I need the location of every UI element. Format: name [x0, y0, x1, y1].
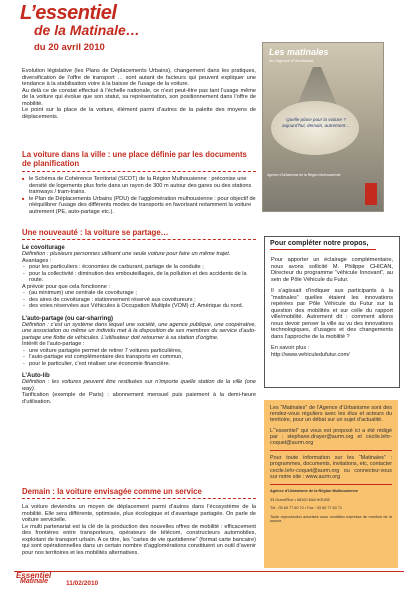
info-separator: [270, 484, 392, 485]
info-box: [264, 400, 398, 568]
section-future: [22, 487, 256, 556]
future-paragraph-2: Le multi partenariat est la clé de la production des nouvelles offres de mobilité : efficacement des frontières entre transporteurs, opérateurs de télécom, constructeurs automobiles, exploitant de transport urbain. A ce titre, les “cartes de vie quotidienne” (format carte bancaire) qui sont opérationnelles dans un certain nombre d’agglomérations constituent un outil d’avenir pour nos territoires et les mobilités alternatives.: [22, 523, 256, 556]
intro-paragraph-1: Evolution législative (les Plans de Déplacements Urbains), changement dans les pratiques, diversification de l’offre de transport … sont autant de facteurs qui peuvent expliquer une tendance à la stabilisation voire à la baisse de l’usage de la voiture.: [22, 68, 256, 87]
section-title-sharing: Une nouveauté : la voiture se partage…: [22, 228, 169, 237]
covoiturage-prerequisite: - des aires de covoiturage : stationnement réservé aux covoitureurs ;: [22, 297, 256, 304]
complement-box-rule: [270, 249, 376, 250]
cover-image: [262, 42, 384, 212]
autopartage-interest-label: Intérêt de l’auto-partage :: [22, 341, 85, 347]
intro-block: [22, 68, 256, 120]
covoiturage-prerequisite: - (au minimum) une centrale de covoiturage ;: [22, 290, 256, 297]
footer-subtitle: Matinale: [20, 578, 49, 585]
complement-box: [264, 236, 400, 388]
covoiturage-advantage: - pour les particuliers : économies de carburant, partage de la conduite ;: [22, 264, 256, 271]
section-title-future: Demain : la voiture envisagée comme un service: [22, 487, 202, 496]
autopartage-title: L’auto-partage (ou car-sharring): [22, 315, 114, 322]
cover-logo-strip: [365, 183, 377, 205]
header-date: du 20 avril 2010: [34, 42, 105, 53]
info-legal: Toute reproduction autorisée sous condition expresse de mention de la source.: [270, 514, 392, 524]
planning-bullet-scot: ■ le Schéma de Cohérence Territorial (SCOT) de la Région Mulhousienne : préconise une densité de logements plus forte dans un rayon de 300 m autour des gares ou des stations tramways / tram-trains.: [22, 176, 256, 196]
section-divider: [22, 498, 256, 499]
autolib-pricing: Tarification (exemple de Paris) : abonnement mensuel puis paiement à la demi-heure d’utilisation.: [22, 392, 256, 405]
header-subtitle: de la Matinale…: [34, 22, 140, 38]
covoiturage-title: Le covoiturage: [22, 245, 65, 251]
info-paragraph-3: Pour toute information sur les “Matinales” : programmes, documents, invitations, etc, contacter cecile.lehr-coquet@aurm.org ou connectez-vous sur notre site : www.aurm.org: [270, 455, 392, 480]
covoiturage-prerequisite: - des voies réservées aux Véhicules à Occupation Multiple (VOM) cf. Amérique du nord.: [22, 303, 256, 310]
footer-date: 11/02/2010: [66, 580, 99, 587]
intro-paragraph-2: Au delà ce de constat effectué à l’échelle nationale, ce n’est peut-être pas tant l’usage même de la voiture qui évolue que son statut, sa représentation, son positionnement dans l’offre de mobilité.: [22, 87, 256, 107]
info-phone: Tél : 03 69 77 60 70 • Fax : 03 69 77 60 71: [270, 506, 343, 511]
planning-bullet-pdu: ■ le Plan de Déplacements Urbains (PDU) de l’agglomération mulhousienne : pour objectif de rééquilibrer l’usage des différents modes de transports en favorisant notamment la voiture autrement (PE, auto-partage etc.).: [22, 196, 256, 216]
footer-rule: [14, 571, 404, 572]
cover-question: Quelle place pour la voiture ? aujourd’hui, demain, autrement…: [282, 117, 350, 128]
section-divider: [22, 171, 256, 172]
section-sharing: [22, 228, 256, 405]
info-address: 33 Grand'Rue • 68100 MULHOUSE: [270, 497, 331, 502]
complement-paragraph-1: Pour apporter un éclairage complémentaire, nous avons sollicité M. Philippe CHICAN, Directeur du programme “véhicule Innovant”, au sein de Pôle Véhicule du Futur.: [271, 257, 393, 283]
future-paragraph-1: La voiture deviendra un moyen de déplacement parmi d’autres dans l’écosystème de la mobilité. Elle sera différente, optimisée, plus écologique et d’avantage partagée. On parle de voiture servicielle.: [22, 504, 256, 523]
covoiturage-advantages-label: Avantages :: [22, 257, 52, 264]
cover-title: Les matinales: [269, 47, 329, 57]
covoiturage-definition: Définition : plusieurs personnes utilisent une seule voiture pour faire un même trajet.: [22, 251, 231, 257]
autolib-definition: Définition : les voitures peuvent être restituées sur n’importe quelle station de la ville (one way).: [22, 379, 256, 392]
autolib-title: L’Auto-lib: [22, 373, 50, 379]
cover-footer: Agence d’Urbanisme de la Région Mulhousienne: [267, 173, 341, 177]
info-paragraph-1: Les “Matinales” de l’Agence d’Urbanisme sont des rendez-vous réguliers avec les élus et acteurs du territoire, pour un débat sur un sujet d’actualité.: [270, 405, 392, 424]
info-org: Agence d’Urbanisme de la Région Mulhousienne: [270, 489, 358, 494]
autopartage-definition: Définition : c’est un système dans lequel une société, une agence publique, une coopérative, une association ou même un individu met à la disposition de ses membres du service d’auto-partage une flotte de véhicules. L’utilisateur doit retourner à sa station d’origine.: [22, 321, 256, 341]
cover-oval: [271, 101, 359, 155]
complement-more-label: En savoir plus :: [271, 345, 310, 351]
covoiturage-prerequisites-label: A prévoir pour que cela fonctionne :: [22, 283, 111, 290]
autopartage-interest: - l’auto-partage est complémentaire des transports en commun,: [22, 354, 256, 361]
section-divider: [22, 239, 256, 240]
autopartage-interest: - pour le particulier, c’est réaliser une économie financière.: [22, 361, 256, 368]
cover-subtitle: de l’Agence d’Urbanisme: [269, 58, 314, 63]
road-illustration: [297, 67, 337, 105]
info-paragraph-2: L’“essentiel” qui vous est proposé ici a été rédigé par : stephane.drayer@aurm.org et cecile.lehr-coquet@aurm.org: [270, 427, 392, 447]
complement-paragraph-2: Il s’agissait d’indiquer aux participants à la “matinales” quelles étaient les innovations repérées par Pôle Véhicule du Futur sur la question des mobilités et sur celle du rapport ville/mobilité. Autrement dit : comment allons nous devoir penser la ville au vu des innovations technologiques, d’usages et des changements dans l’approche de la mobilité ?: [271, 288, 393, 340]
header-title: L’essentiel: [20, 2, 117, 24]
info-separator: [270, 450, 392, 451]
covoiturage-advantage: - pour la collectivité : diminution des embouteillages, de la pollution et des accidents de la route.: [22, 271, 256, 284]
footer-title: Essentiel: [16, 571, 52, 580]
complement-box-title: Pour compléter notre propos,: [270, 240, 369, 247]
intro-paragraph-3: Le point sur la place de la voiture, élément parmi d’autres de la palette des moyens de déplacements.: [22, 107, 256, 120]
complement-link[interactable]: http://www.vehiculedufutur.com/: [271, 351, 350, 358]
section-title-planning: La voiture dans la ville : une place définie par les documents de planification: [22, 150, 247, 168]
section-planning: [22, 150, 256, 215]
autopartage-interest: - une voiture partagée permet de retirer 7 voitures particulières,: [22, 348, 256, 355]
